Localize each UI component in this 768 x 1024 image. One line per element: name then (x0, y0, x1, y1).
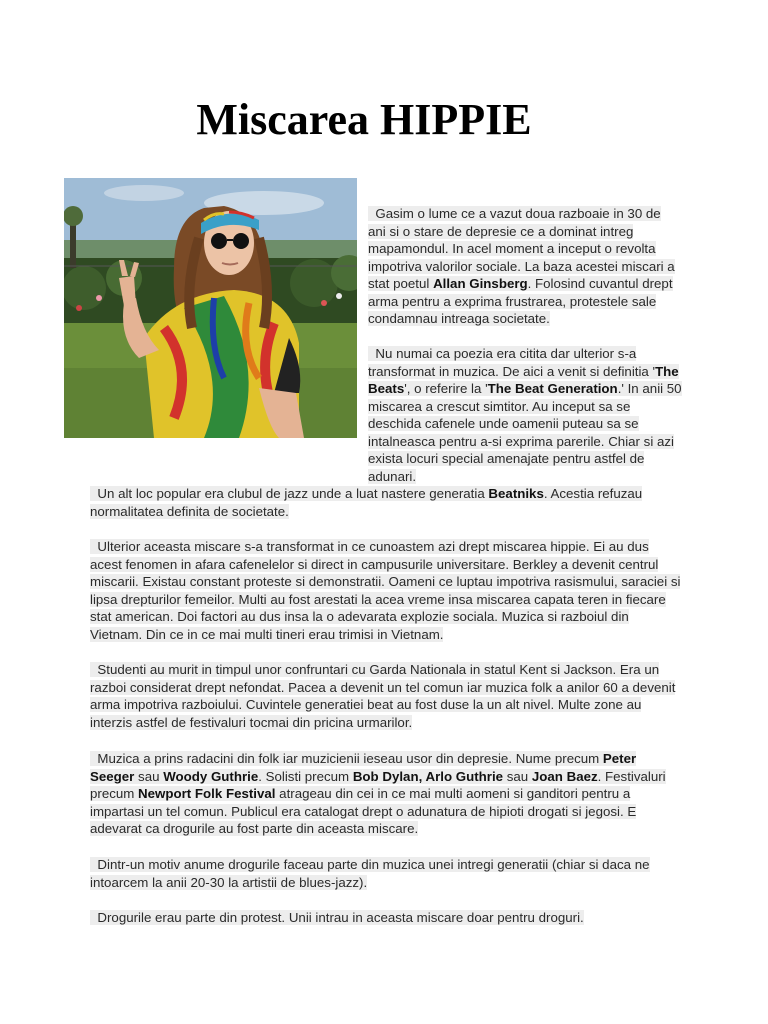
bold-term: The Beats (368, 363, 679, 396)
text-run: sau (503, 768, 532, 784)
paragraph-text (90, 751, 666, 836)
text-run: Dintr-un motiv anume drogurile faceau parte din muzica unei intregi generatii (chiar si daca ne intoarcem la anii 20-30 la artistii de blues-jazz). (90, 857, 650, 890)
text-run: Ulterior aceasta miscare s-a transformat in ce cunoastem azi drept miscarea hippie. Ei au dus acest fenomen in afara cafenelelor si direct in campusurile universitare. Berkley a devenit centrul miscarii. Existau constant proteste si demonstratii. Oameni ce luptau impotriva rasismului, saraciei si lipsa drepturilor femeilor. Multi au fost arestati la acea vreme insa miscarea capata teren in fiecare stat american. Doi factori au dus insa la o adevarata explozie sociala. Muzica si razboiul din Vietnam. Din ce in ce mai multi tineri erau trimisi in Vietnam. (90, 539, 681, 642)
paragraph (90, 485, 682, 520)
text-run: . Folosind cuvantul drept arma pentru a exprima frustrarea, protestele sale condamnau intreaga societate. (368, 276, 673, 326)
bold-term: Peter Seeger (90, 751, 637, 784)
page-title: Miscarea HIPPIE (196, 95, 532, 144)
paragraph (90, 909, 682, 927)
text-run: Drogurile erau parte din protest. Unii intrau in aceasta miscare doar pentru droguri. (97, 910, 584, 925)
paragraph-text (90, 910, 584, 925)
text-run: Nu numai ca poezia era citita dar ulterior s-a transformat in muzica. De aici a venit si definitia ' (368, 346, 656, 379)
paragraph (90, 750, 682, 838)
text-run: . Solisti precum (258, 768, 353, 784)
paragraph-text (90, 486, 642, 519)
paragraph (368, 205, 682, 328)
bold-term: Allan Ginsberg (433, 276, 528, 291)
paragraph (90, 661, 682, 731)
text-run: .' In anii 50 miscarea a crescut simtitor. Au inceput sa se deschida cafenele unde oamenii puteau sa se intalneasca pentru a-si exprima parerile. Chiar si azi exista locuri special amenajate pentru astfel de adunari. (368, 381, 682, 484)
text-run: Un alt loc popular era clubul de jazz unde a luat nastere generatia (97, 486, 489, 501)
bold-term: Beatniks (488, 486, 544, 501)
text-run: Gasim o lume ce a vazut doua razboaie in 30 de ani si o stare de depresie ce a dominat intreg mapamondul. In acel moment a inceput o revolta impotriva valorilor sociale. La baza acestei miscari a stat poetul (368, 206, 675, 291)
text-run: . Acestia refuzau normalitatea definita de societate. (90, 486, 643, 519)
bold-term: Newport Folk Festival (138, 786, 276, 801)
paragraph-text (90, 662, 675, 730)
paragraph-text (368, 206, 675, 326)
text-run: Studenti au murit in timpul unor confruntari cu Garda Nationala in statul Kent si Jackson. Era un razboi considerat drept nefondat. Pacea a devenit un tel comun iar muzica folk a anilor 60 a devenit arma impotriva razboiului. Cuvintele generatiei beat au fost duse la un alt nivel. Multe zone au interzis astfel de festivaluri tocmai din pricina urmarilor. (90, 662, 676, 730)
text-run: sau (134, 768, 164, 784)
text-run: ', o referire la ' (404, 381, 488, 396)
bold-term: The Beat Generation (487, 381, 618, 396)
text-run: atrageau din cei in ce mai multi aomeni si ganditori pentru a impartasi un tel comun. Publicul era catalogat drept o adunatura de hipioti drogati si jegosi. E adevarat ca drogurile au fost parte din aceasta miscare. (90, 786, 637, 836)
paragraph (90, 538, 682, 643)
bold-term: Joan Baez (531, 768, 598, 784)
text-run: . Festivaluri precum (90, 768, 666, 801)
bold-term: Woody Guthrie (163, 768, 259, 784)
paragraph (368, 345, 682, 485)
paragraph-text (90, 857, 650, 890)
paragraph-text (90, 539, 680, 642)
paragraph (90, 856, 682, 891)
hippie-portrait-photo (64, 178, 357, 438)
bold-term: Bob Dylan, Arlo Guthrie (352, 768, 504, 784)
text-run: Muzica a prins radacini din folk iar muzicienii ieseau usor din depresie. Nume precum (97, 751, 603, 766)
paragraph-text (368, 346, 682, 484)
